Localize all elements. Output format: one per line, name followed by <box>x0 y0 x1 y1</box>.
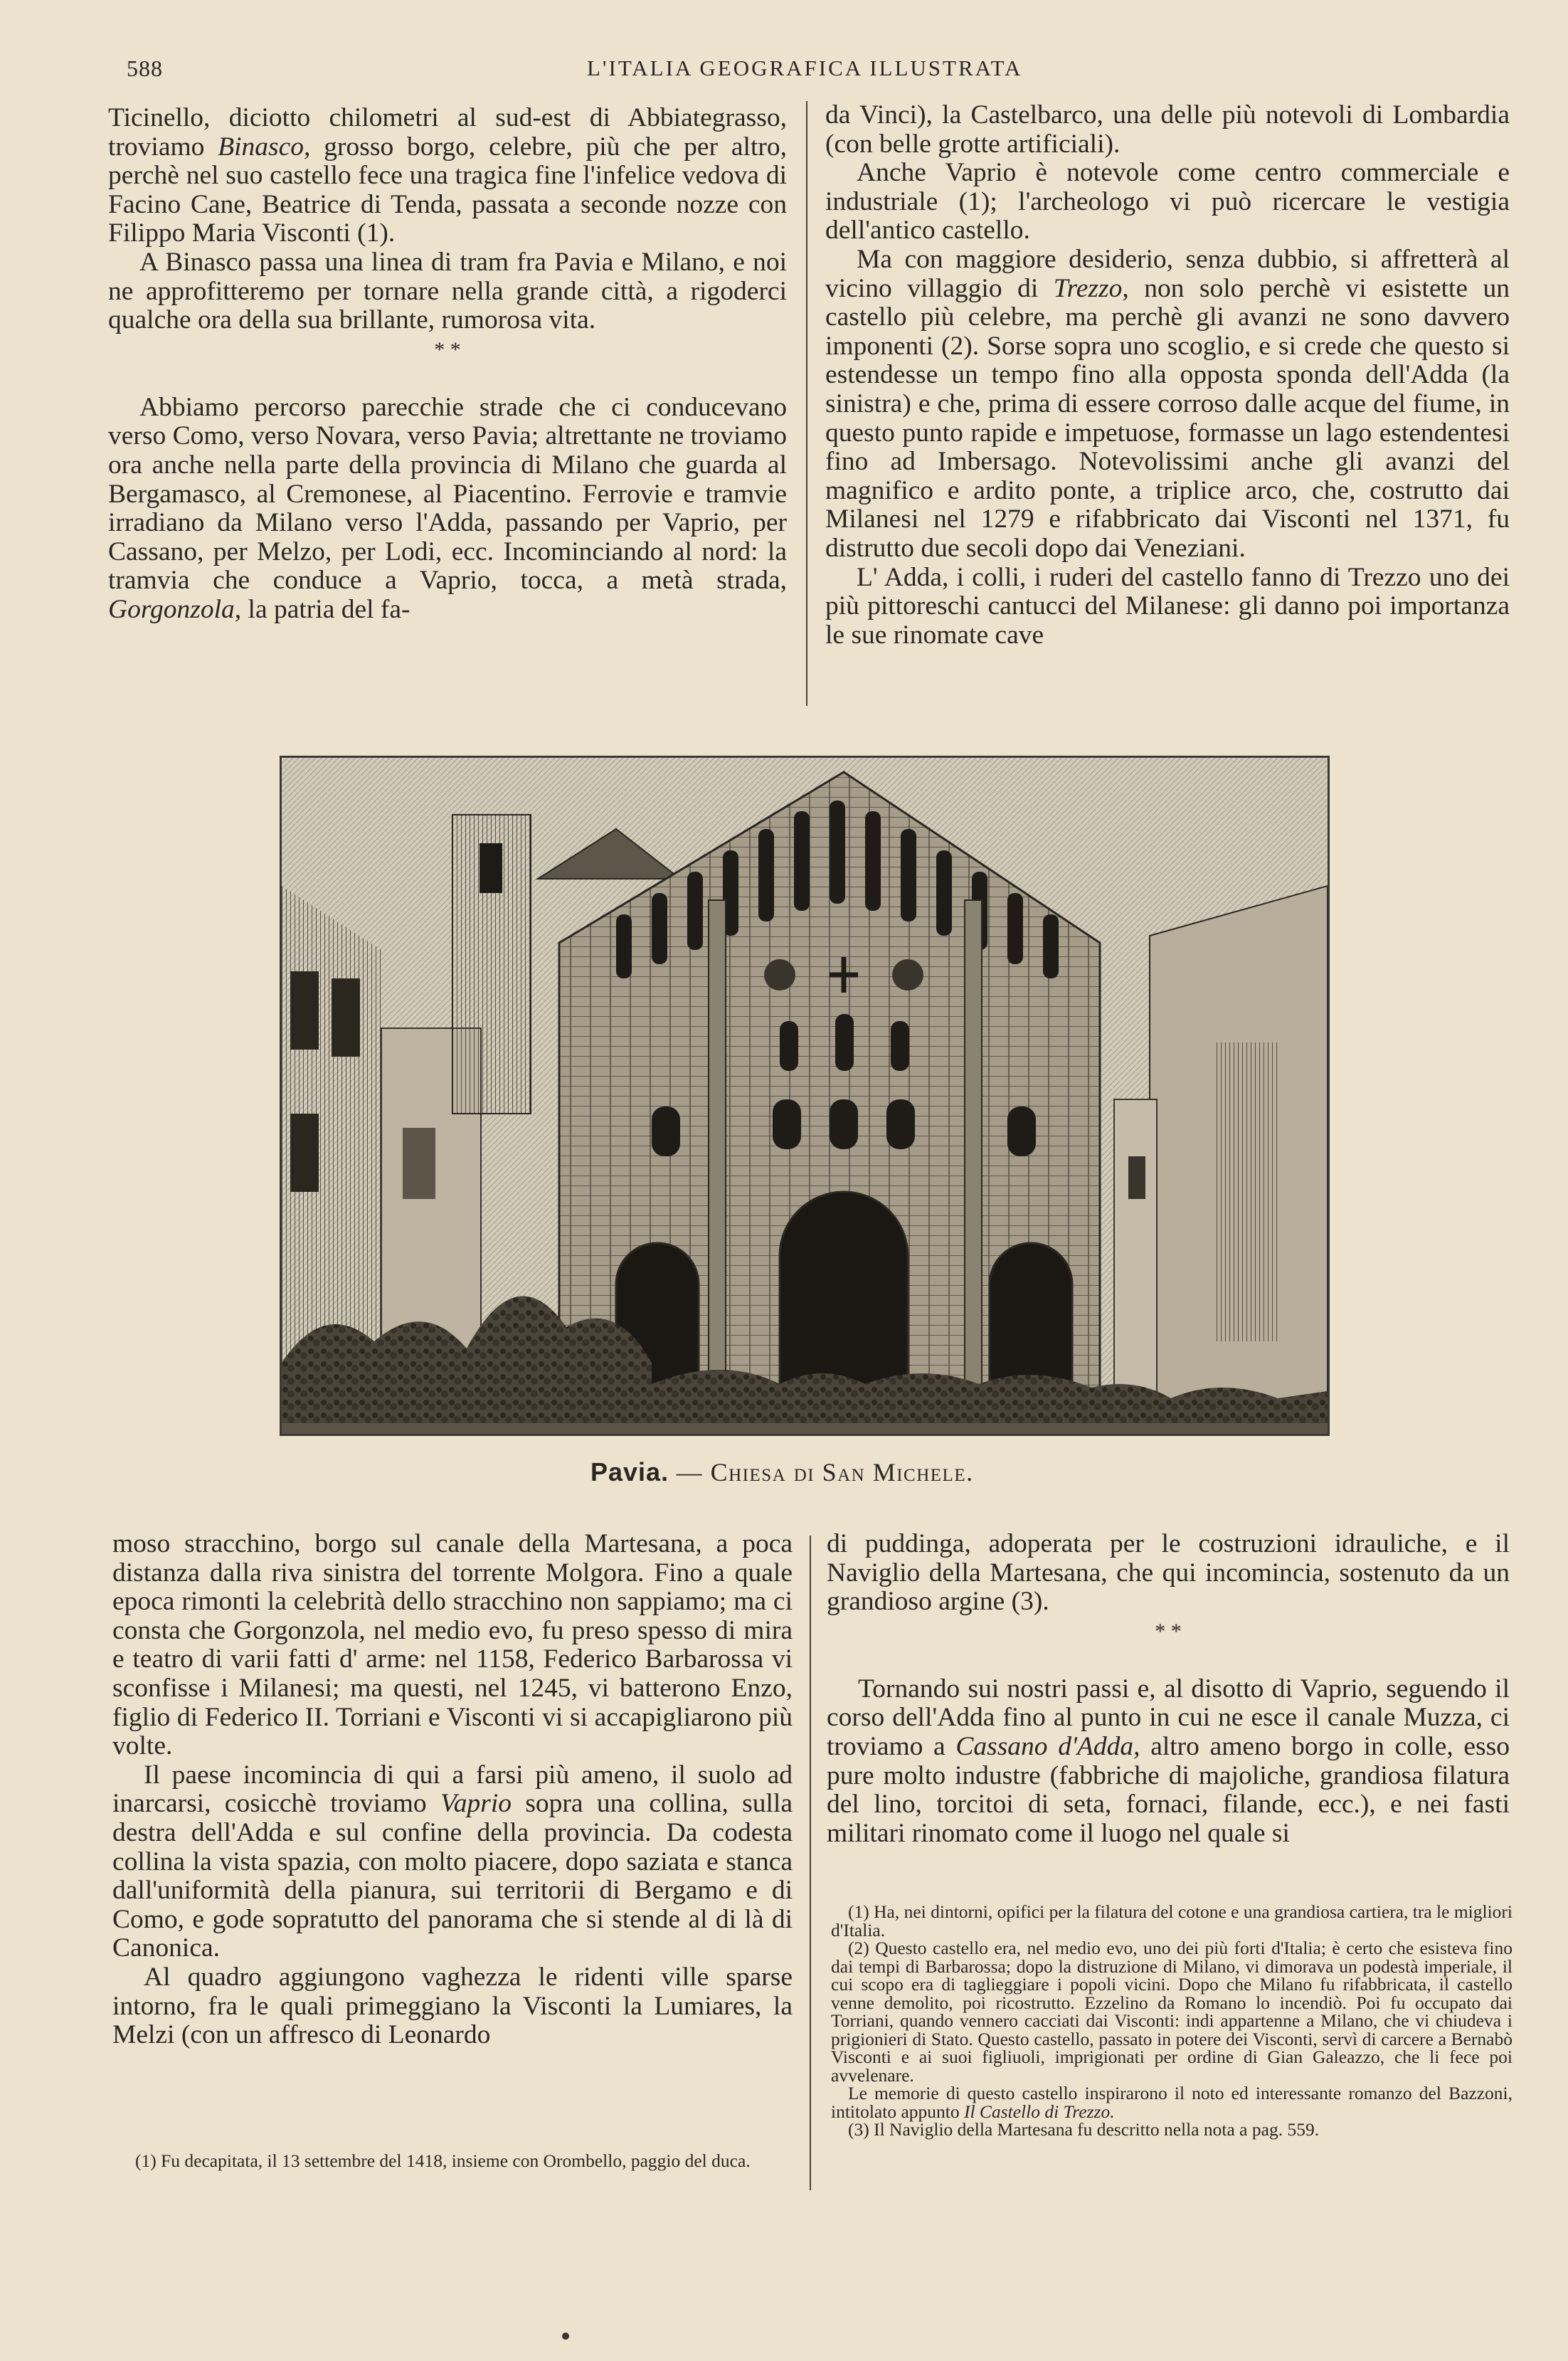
column-divider <box>806 101 807 706</box>
column-top-right <box>825 101 1510 650</box>
text-run: la patria del fa- <box>241 594 410 624</box>
paragraph <box>825 245 1510 564</box>
section-separator: * * <box>434 337 461 361</box>
paragraph: moso stracchino, borgo sul canale della Martesana, a poca distanza dalla riva sinistra del torrente Molgora. Fino a quale epoca rimonti la celebrità dello stracchino non sappiamo; ma ci consta che Gorgonzola, nel medio evo, fu preso spesso di mira e teatro di varii fatti d' arme: nel 1158, Federico Barbarossa vi sconfisse i Milanesi; ma questi, nel 1245, vi batterono Enzo, figlio di Federico II. Torriani e Visconti vi si accapigliarono più volte. <box>112 1529 793 1761</box>
footnote: (3) Il Naviglio della Martesana fu descritto nella nota a pag. 559. <box>848 2119 1320 2140</box>
section-separator: * * <box>1155 1619 1182 1643</box>
text-run: Abbiamo percorso parecchie strade che ci conducevano verso Como, verso Novara, verso Pavia; altrettante ne troviamo ora anche nella parte della provincia di Milano che guarda al Bergamasco, al Cremonese, al Piacentino. Ferrovie e tramvie irradiano da Milano verso l'Adda, passando per Vaprio, per Cassano, per Melzo, per Lodi, ecc. Incominciando al nord: la tramvia che conduce a Vaprio, tocca, a metà strada, <box>108 392 787 596</box>
column-top-left <box>108 104 787 625</box>
footnote: (1) Ha, nei dintorni, opifici per la filatura del cotone e una grandiosa cartiera, tra le migliori d'Italia. <box>831 1901 1513 1940</box>
paragraph <box>108 394 787 625</box>
footnote: (2) Questo castello era, nel medio evo, uno dei più forti d'Italia; è certo che esisteva fino dai tempi di Barbarossa; dopo la distruzione di Milano, vi dimorava un podestà imperiale, il cui scopo era di taglieggiare i popoli vicini. Dopo che Milano fu rifabbricata, il castello venne demolito, poi ricostrutto. Ezzelino da Romano lo incendiò. Poi fu occupato dai Torriani, quando vennero cacciati dai Visconti: indi appartenne a Milano, che vi chiudeva i prigionieri di Stato. Questo castello, passato in potere dei Visconti, servì di carcere a Bernabò Visconti e ai suoi figliuoli, imprigionati per ordine di Gian Galeazzo, che li fece poi avvelenare. <box>831 1938 1513 2086</box>
paragraph: Al quadro aggiungono vaghezza le ridenti ville sparse intorno, fra le quali primeggiano la Visconti la Lumiares, la Melzi (con un affresco di Leonardo <box>112 1962 793 2050</box>
footnote: (1) Fu decapitata, il 13 settembre del 1418, insieme con Orombello, paggio del duca. <box>135 2150 751 2171</box>
text-run: sopra una collina, sulla destra dell'Adda e sul confine della provincia. Da codesta collina la vista spazia, con molto piacere, dopo saziata e stanca dall'uniformità della pianura, sui territorii di Bergamo e di Como, e gode sopratutto del panorama che si stende al di là di Canonica. <box>112 1789 793 1963</box>
column-bottom-left <box>112 1530 793 2050</box>
text-run: altro ameno borgo in colle, esso pure molto industre (fabbriche di majoliche, grandiosa filatura del lino, torcitoi di seta, fornaci, filande, ecc.), e nei fasti militari rinomato come il luogo nel quale si <box>827 1731 1510 1848</box>
footnotes-right <box>831 1903 1513 2139</box>
text-run: grosso borgo, celebre, più che per altro, perchè nel suo castello fece una tragica fine l'infelice vedova di Facino Cane, Beatrice di Tenda, passata a seconde nozze con Filippo Maria Visconti (1). <box>108 132 787 248</box>
place-name-gorgonzola: Gorgonzola, <box>108 594 242 624</box>
text-run: Ma con maggiore desiderio, senza dubbio, si affretterà al vicino villaggio di <box>825 244 1510 303</box>
paragraph: da Vinci), la Castelbarco, una delle più notevoli di Lombardia (con belle grotte artificiali). <box>825 100 1510 159</box>
book-title: Il Castello di Trezzo. <box>963 2101 1115 2122</box>
footnote <box>831 2084 1513 2120</box>
text-run: non solo perchè vi esistette un castello più celebre, ma perchè gli avanzi ne sono davvero imponenti (2). Sorse sopra uno scoglio, e si crede che questo si estendesse un tempo fino alla opposta sponda dell'Adda (la sinistra) e che, prima di essere corroso dalle acque del fiume, in questo punto rapide e impetuose, formasse un lago estendentesi fino ad Imbersago. Notevolissimi anche gli avanzi del magnifico e ardito ponte, a triplice arco, che, costrutto dai Milanesi nel 1279 e rifabbricato dai Visconti nel 1371, fu distrutto due secoli dopo dai Veneziani. <box>825 273 1510 563</box>
paragraph: Anche Vaprio è notevole come centro commerciale e industriale (1); l'archeologo vi può ricercare le vestigia dell'antico castello. <box>825 158 1510 245</box>
church-engraving <box>280 756 1330 1436</box>
place-name-vaprio: Vaprio <box>440 1789 512 1819</box>
column-divider <box>810 1536 811 2190</box>
page-number: 588 <box>127 56 163 81</box>
printer-mark <box>562 2333 569 2340</box>
place-name-trezzo: Trezzo, <box>1053 273 1129 303</box>
text-run: Ticinello, diciotto chilometri al sud-est di Abbiategrasso, troviamo <box>108 103 787 162</box>
page-header <box>121 56 1039 87</box>
text-run: Le memorie di questo castello inspirarono il noto ed interessante romanzo del Bazzoni, intitolato appunto <box>831 2083 1513 2122</box>
paragraph: L' Adda, i colli, i ruderi del castello fanno di Trezzo uno dei più pittoreschi cantucci del Milanese: gli danno poi importanza le sue rinomate cave <box>825 562 1510 650</box>
paragraph <box>108 104 787 248</box>
text-run: Il paese incomincia di qui a farsi più ameno, il suolo ad inarcarsi, cosicchè troviamo <box>112 1760 793 1819</box>
paragraph: di puddinga, adoperata per le costruzioni idrauliche, e il Naviglio della Martesana, che qui incomincia, sostenuto da un grandioso argine (3). <box>827 1529 1510 1617</box>
footnotes-left <box>118 2152 790 2170</box>
paragraph <box>827 1675 1510 1849</box>
column-bottom-right <box>827 1530 1510 1848</box>
paragraph: A Binasco passa una linea di tram fra Pavia e Milano, e noi ne approfitteremo per tornare nella grande città, a rigoderci qualche ora della sua brillante, rumorosa vita. <box>108 247 787 335</box>
caption-dash: — <box>669 1458 711 1486</box>
paragraph <box>112 1761 793 1963</box>
place-name-cassano: Cassano d'Adda, <box>955 1731 1140 1761</box>
church-illustration <box>282 758 1328 1434</box>
place-name-binasco: Binasco, <box>218 132 311 162</box>
caption-place: Pavia. <box>590 1457 669 1486</box>
running-title: L'ITALIA GEOGRAFICA ILLUSTRATA <box>587 56 1023 80</box>
text-run: Tornando sui nostri passi e, al disotto di Vaprio, seguendo il corso dell'Adda fino al punto in cui ne esce il canale Muzza, ci troviamo a <box>827 1674 1510 1761</box>
caption-title: Chiesa di San Michele. <box>710 1458 974 1486</box>
figure-caption <box>590 1457 1231 1487</box>
